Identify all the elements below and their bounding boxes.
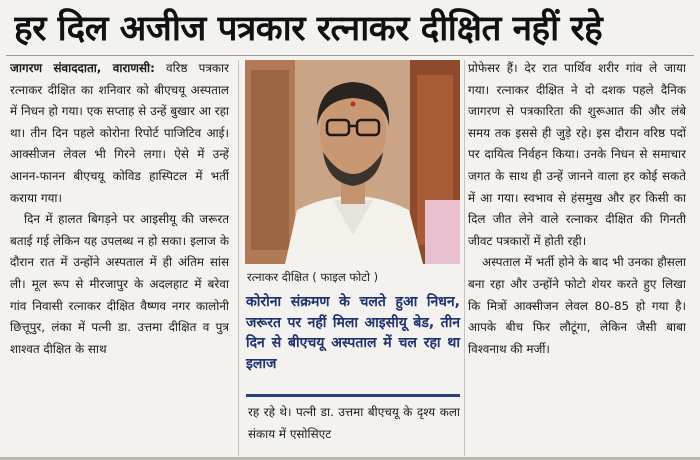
paragraph-1-text: वरिष्ठ पत्रकार रत्नाकर दीक्षित का शनिवार को बीएचयू अस्पताल में निधन हो गया। एक सप्ताह से उन्हें बुखार आ रहा था। तीन दिन पहले कोरोना रिपोर्ट पाजिटिव आई। आक्सीजन लेवल भी गिरने लगा। ऐसे में उन्हें आनन-फानन बीएचयू कोविड हास्पिटल में भर्ती कराया गया। bbox=[10, 61, 229, 205]
column-divider bbox=[464, 60, 465, 456]
column-1 bbox=[10, 58, 229, 458]
column-divider bbox=[238, 60, 239, 456]
paragraph-5: अस्पताल में भर्ती होने के बाद भी उनका हौसला बना रहा और उन्होंने फोटो शेयर करते हुए लिखा कि मित्रों आक्सीजन लेवल 80-85 हो गया है। आपके बीच फिर लौटूंगा, लेकिन जैसी बाबा विश्वनाथ की मर्जी। bbox=[468, 255, 686, 356]
paragraph-1 bbox=[10, 58, 229, 209]
headline: हर दिल अजीज पत्रकार रत्नाकर दीक्षित नहीं रहे bbox=[14, 9, 603, 49]
column-2-continued bbox=[248, 402, 460, 458]
paragraph-4: प्रोफेसर हैं। देर रात पार्थिव शरीर गांव ले जाया गया। रत्नाकर दीक्षित ने दो दशक पहले दैनिक जागरण से पत्रकारिता की शुरूआत की और लंबे समय तक इससे ही जुड़े रहे। इस दौरान वरिष्ठ पदों पर दायित्व निर्वहन किया। उनके निधन से समाचार जगत के साथ ही उन्हें जानने वाला हर कोई सकते में आ गया। स्वभाव से हंसमुख और हर किसी का दिल जीत लेने वाले रत्नाकर दीक्षित की गिनती जीवट पत्रकारों में होती रही। bbox=[468, 61, 686, 248]
pull-quote: कोरोना संक्रमण के चलते हुआ निधन, जरूरत पर नहीं मिला आइसीयू बेड, तीन दिन से बीएचयू अस्पताल में चल रहा था इलाज bbox=[246, 294, 460, 372]
headline-rule bbox=[6, 55, 694, 56]
photo-caption: रत्नाकर दीक्षित ( फाइल फोटो ) bbox=[247, 270, 379, 284]
paragraph-3: रह रहे थे। पत्नी डा. उत्तमा बीएचयू के दृश्य कला संकाय में एसोसिएट bbox=[248, 405, 460, 441]
pull-quote-rule bbox=[246, 394, 460, 397]
dateline: जागरण संवाददाता, वाराणसी: bbox=[10, 61, 155, 75]
column-3 bbox=[468, 58, 686, 458]
paragraph-2: दिन में हालत बिगड़ने पर आइसीयू की जरूरत बताई गई लेकिन यह उपलब्ध न हो सका। इलाज के दौरान रात में उन्होंने अस्पताल में ही अंतिम सांस ली। मूल रूप से मीरजापुर के अदलहाट में बरेवा गांव निवासी रत्नाकर दीक्षित वैष्णव नगर कालोनी छित्तूपुर, लंका में पत्नी डा. उत्तमा दीक्षित व पुत्र शाश्वत दीक्षित के साथ bbox=[10, 212, 229, 356]
portrait-photo bbox=[245, 60, 460, 264]
